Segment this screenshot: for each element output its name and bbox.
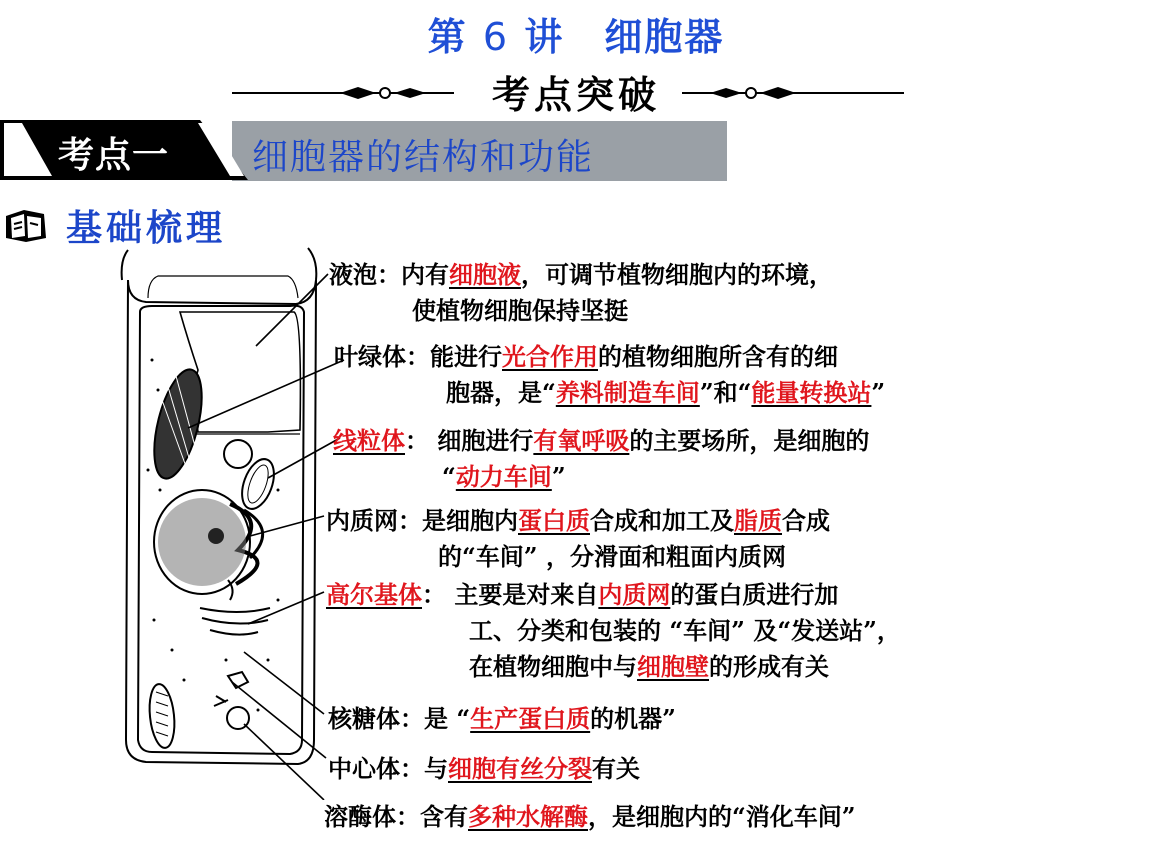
vacuole-line1 — [329, 258, 833, 292]
right-ornament — [682, 86, 904, 100]
lysosome-text: ，是细胞内的“消化车间” — [588, 802, 856, 831]
chloroplast-highlight: 光合作用 — [502, 343, 598, 371]
golgi-text: 主要是对来自 — [454, 580, 599, 609]
er-text: 合成 — [782, 506, 830, 535]
chloroplast-text: ”和“ — [699, 378, 752, 407]
mitochondria-highlight: 动力车间 — [455, 463, 552, 491]
lysosome-line — [324, 800, 856, 834]
section-title: 基础梳理 — [66, 208, 227, 249]
golgi-highlight: 内质网 — [598, 581, 671, 609]
chloroplast-highlight: 能量转换站 — [751, 379, 872, 407]
chloroplast-text: 胞器，是“ — [446, 378, 556, 407]
centrosome-line — [328, 752, 640, 786]
mitochondria-highlight: 有氧呼吸 — [533, 427, 630, 455]
er-line1 — [326, 504, 830, 538]
centrosome-label: 中心体： — [328, 754, 424, 783]
centrosome-highlight: 细胞有丝分裂 — [448, 755, 592, 783]
mitochondria-text: ” — [551, 462, 566, 491]
mitochondria-line1 — [333, 424, 869, 458]
er-line2: 的“车间” ，分滑面和粗面内质网 — [438, 542, 786, 571]
er-text: 合成和加工及 — [590, 506, 734, 535]
golgi-sep: ： — [422, 580, 446, 609]
centrosome-text: 与 — [424, 754, 448, 783]
chloroplast-text: ” — [871, 378, 886, 407]
lysosome-text: 含有 — [420, 802, 468, 831]
subtitle: 考点突破 — [491, 73, 660, 117]
banner-label: 细胞器的结构和功能 — [252, 137, 595, 178]
lysosome-label: 溶酶体： — [324, 802, 420, 831]
title-number: 6 — [482, 15, 510, 59]
title-part1: 第 — [427, 15, 468, 59]
book-icon — [4, 208, 48, 244]
golgi-line2: 工、分类和包装的 “车间” 及“发送站”， — [469, 616, 901, 645]
er-text: 是细胞内 — [422, 506, 518, 535]
page-title — [0, 6, 1152, 61]
ribosome-line — [328, 702, 676, 736]
mitochondria-text: 的主要场所，是细胞的 — [629, 426, 870, 455]
mitochondria-sep: ： — [405, 426, 429, 455]
ribosome-label: 核糖体： — [328, 704, 424, 733]
golgi-text: 的蛋白质进行加 — [670, 580, 839, 609]
chloroplast-text: 能进行 — [430, 342, 502, 371]
vacuole-highlight: 细胞液 — [449, 261, 521, 289]
golgi-text: 在植物细胞中与 — [469, 652, 637, 681]
mitochondria-text: “ — [442, 462, 456, 491]
chloroplast-line2 — [446, 376, 885, 410]
golgi-label: 高尔基体 — [326, 581, 422, 609]
er-highlight: 脂质 — [734, 507, 782, 535]
mitochondria-line2 — [442, 460, 566, 494]
centrosome-text: 有关 — [592, 754, 640, 783]
ribosome-highlight: 生产蛋白质 — [470, 705, 591, 733]
er-label: 内质网： — [326, 506, 422, 535]
chloroplast-highlight: 养料制造车间 — [555, 379, 700, 407]
chloroplast-text: 的植物细胞所含有的细 — [598, 342, 838, 371]
golgi-line3 — [469, 650, 829, 684]
golgi-line1 — [326, 578, 838, 612]
ribosome-text: 是 “ — [424, 704, 471, 733]
vacuole-text: 内有 — [401, 260, 449, 289]
lysosome-highlight: 多种水解酶 — [468, 803, 588, 831]
mitochondria-text: 细胞进行 — [437, 426, 534, 455]
mitochondria-label: 线粒体 — [333, 427, 405, 455]
chloroplast-label: 叶绿体： — [334, 342, 430, 371]
vacuole-label: 液泡： — [329, 260, 401, 289]
ribosome-text: 的机器” — [590, 704, 676, 733]
er-highlight: 蛋白质 — [518, 507, 590, 535]
banner-tag: 考点一 — [58, 135, 170, 176]
vacuole-line2: 使植物细胞保持坚挺 — [412, 296, 628, 325]
golgi-text: 的形成有关 — [709, 652, 829, 681]
golgi-highlight: 细胞壁 — [637, 653, 709, 681]
vacuole-text: ，可调节植物细胞内的环境， — [521, 260, 833, 289]
chloroplast-line1 — [334, 340, 838, 374]
title-part2: 讲 细胞器 — [524, 15, 725, 59]
